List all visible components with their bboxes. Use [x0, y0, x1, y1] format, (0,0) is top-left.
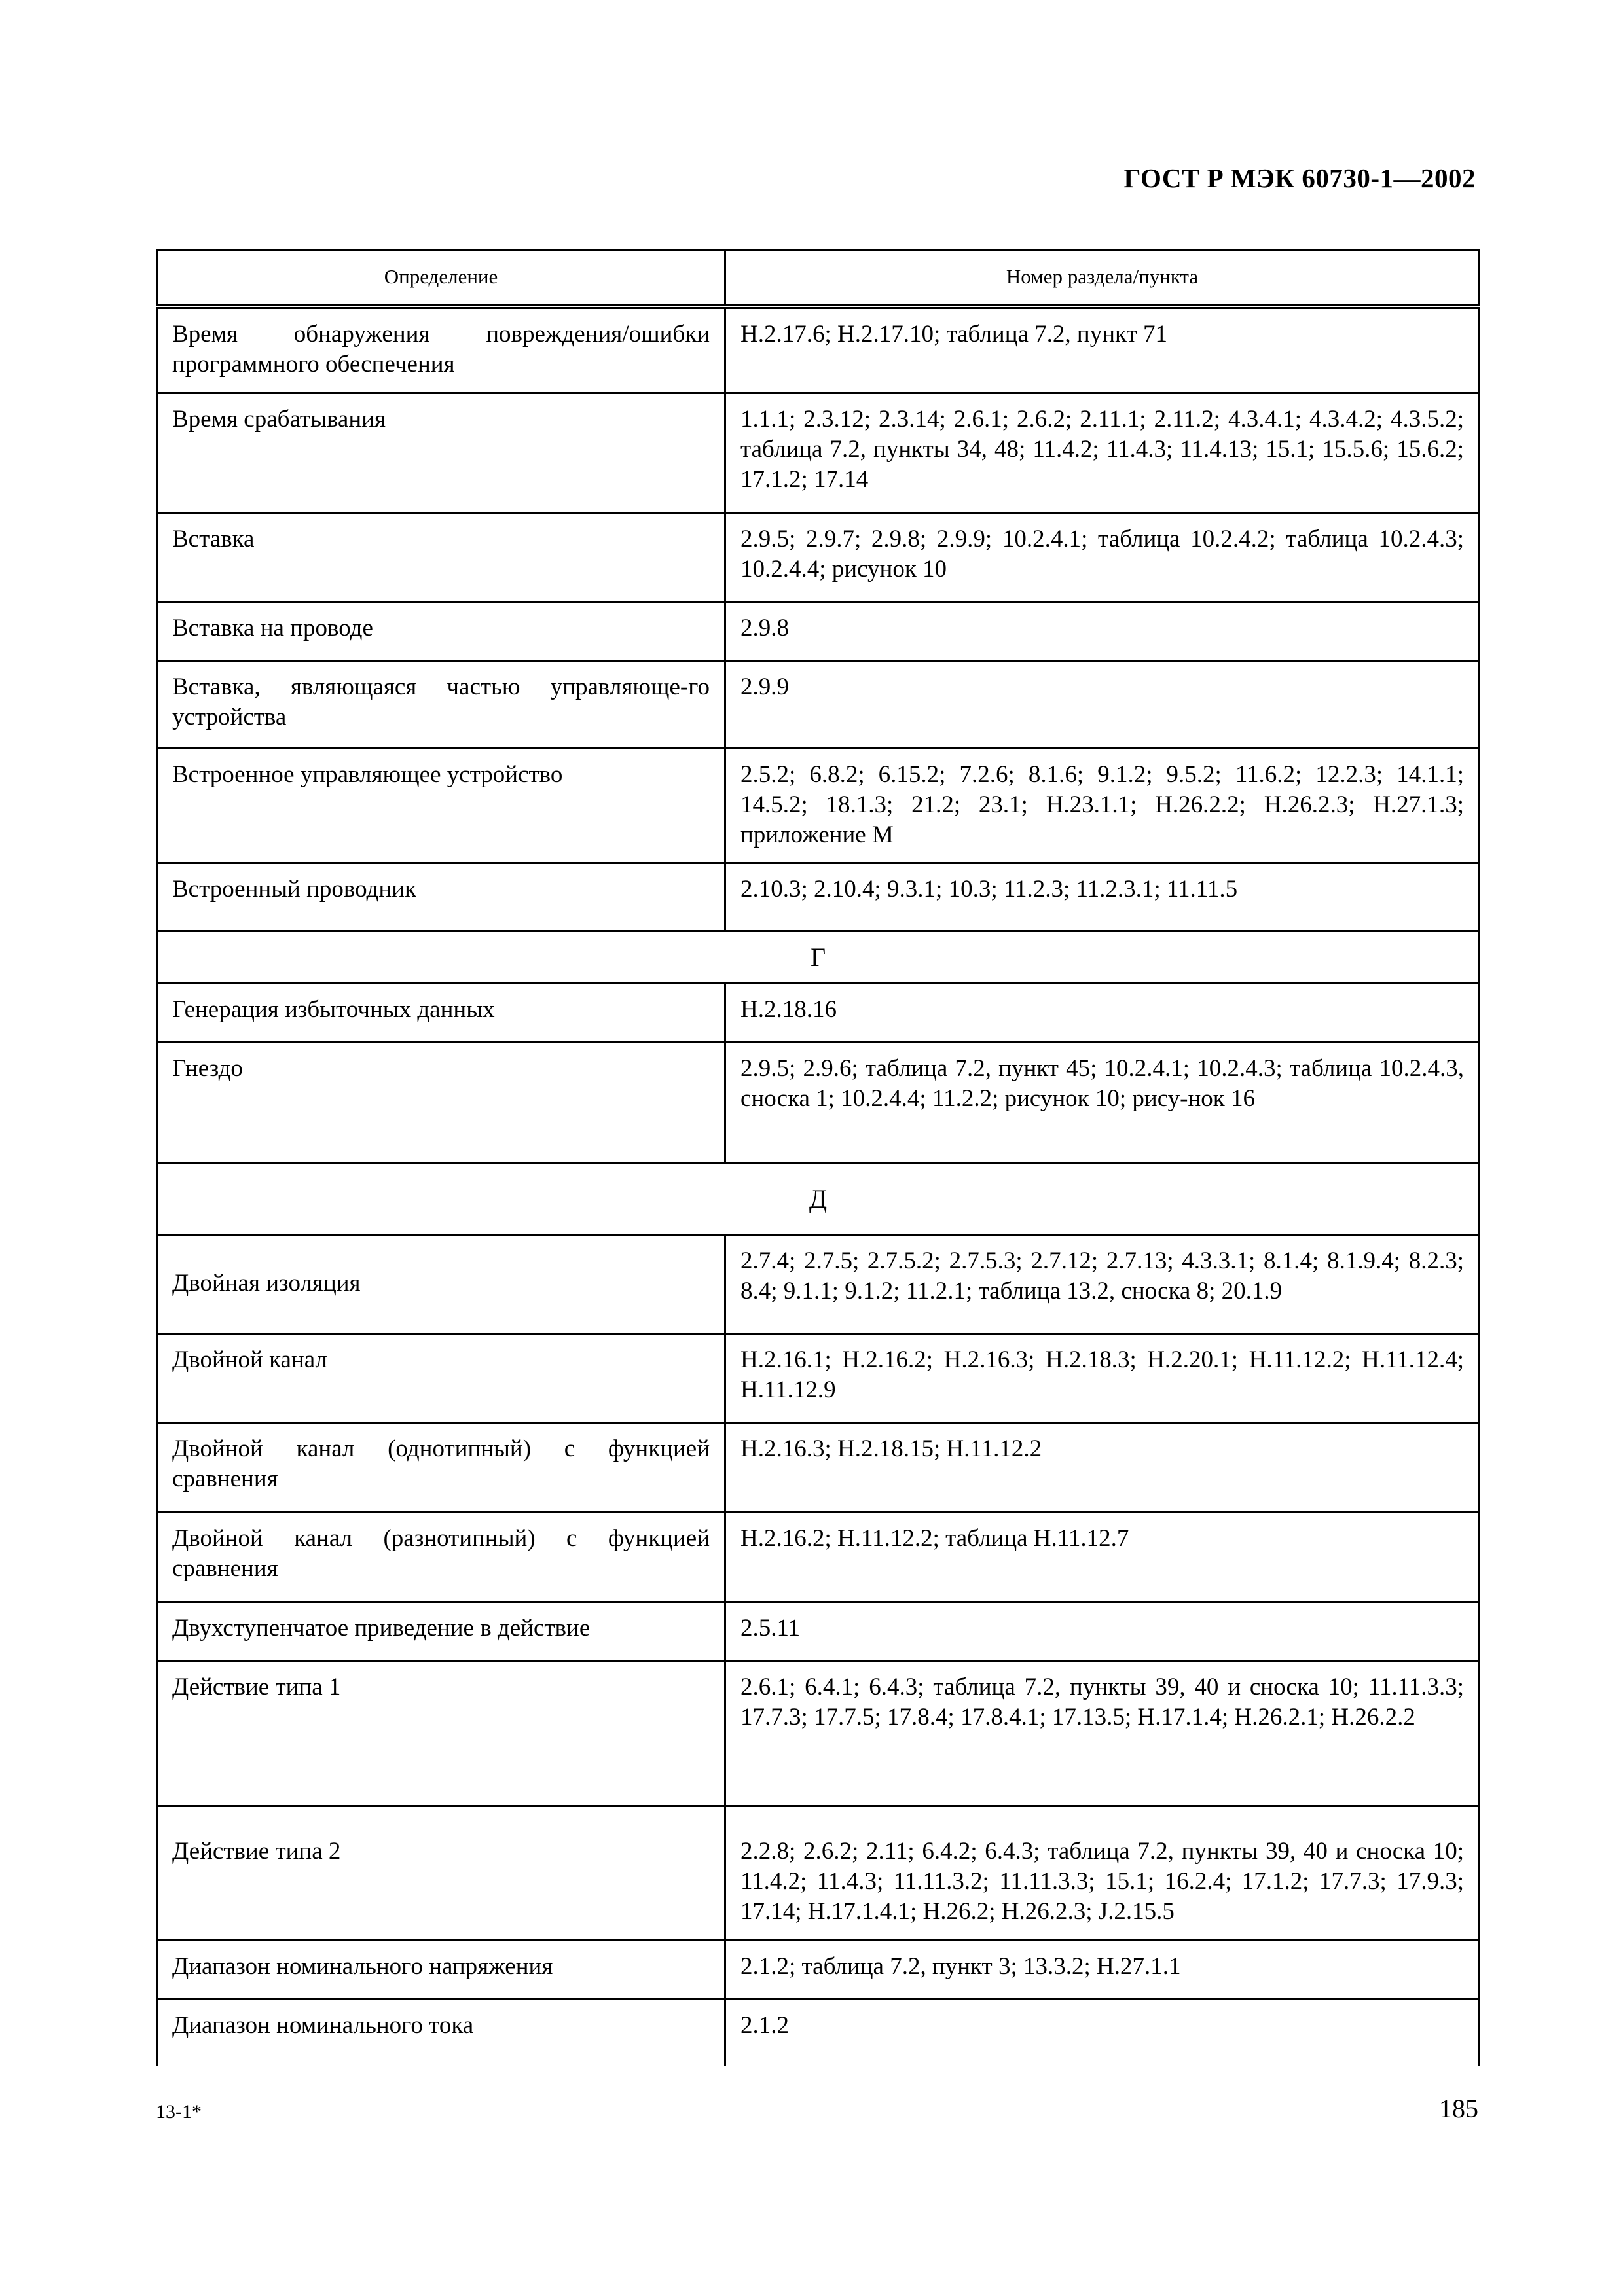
refs-cell: 2.9.9 — [725, 661, 1480, 749]
term-cell: Диапазон номинального напряжения — [157, 1941, 725, 2000]
page-number: 185 — [1439, 2094, 1478, 2123]
refs-cell: 2.2.8; 2.6.2; 2.11; 6.4.2; 6.4.3; таблица 7.2, пункты 39, 40 и сноска 10; 11.4.2; 11.4.3; 11.11.3.2; 11.11.3.3; 15.1; 16.2.4; 17.1.2; 17.7.3; 17.9.3; 17.14; Н.17.1.4.1; Н.26.2; Н.26.2.3; J.2.15.5 — [725, 1806, 1480, 1941]
table-row — [157, 1334, 1480, 1423]
term-cell: Время срабатывания — [157, 393, 725, 513]
table-row — [157, 984, 1480, 1043]
table-row — [157, 749, 1480, 863]
refs-cell: Н.2.16.1; Н.2.16.2; Н.2.16.3; Н.2.18.3; Н.2.20.1; Н.11.12.2; Н.11.12.4; Н.11.12.9 — [725, 1334, 1480, 1423]
refs-cell: Н.2.18.16 — [725, 984, 1480, 1043]
term-cell: Встроенное управляющее устройство — [157, 749, 725, 863]
term-cell: Двухступенчатое приведение в действие — [157, 1602, 725, 1661]
refs-cell: 2.5.2; 6.8.2; 6.15.2; 7.2.6; 8.1.6; 9.1.2; 9.5.2; 11.6.2; 12.2.3; 14.1.1; 14.5.2; 18.1.3; 21.2; 23.1; Н.23.1.1; Н.26.2.2; Н.26.2.3; Н.27.1.3; приложение М — [725, 749, 1480, 863]
refs-cell: 1.1.1; 2.3.12; 2.3.14; 2.6.1; 2.6.2; 2.11.1; 2.11.2; 4.3.4.1; 4.3.4.2; 4.3.5.2; таблица 7.2, пункты 34, 48; 11.4.2; 11.4.3; 11.4.13; 15.1; 15.5.6; 15.6.2; 17.1.2; 17.14 — [725, 393, 1480, 513]
term-cell: Вставка — [157, 513, 725, 602]
term-cell: Двойная изоляция — [157, 1235, 725, 1334]
table-row — [157, 1602, 1480, 1661]
table-row — [157, 602, 1480, 661]
term-cell: Двойной канал (однотипный) с функцией сравнения — [157, 1423, 725, 1513]
refs-cell: 2.9.5; 2.9.6; таблица 7.2, пункт 45; 10.2.4.1; 10.2.4.3; таблица 10.2.4.3, сноска 1; 10.2.4.4; 11.2.2; рисунок 10; рису-нок 16 — [725, 1043, 1480, 1163]
table-row — [157, 1661, 1480, 1806]
term-cell: Действие типа 1 — [157, 1661, 725, 1806]
table-row — [157, 1806, 1480, 1941]
table-row — [157, 513, 1480, 602]
table-row — [157, 393, 1480, 513]
table-row — [157, 306, 1480, 393]
table-row — [157, 661, 1480, 749]
term-cell: Гнездо — [157, 1043, 725, 1163]
table-row — [157, 1423, 1480, 1513]
refs-cell: 2.1.2; таблица 7.2, пункт 3; 13.3.2; Н.27.1.1 — [725, 1941, 1480, 2000]
refs-cell: 2.7.4; 2.7.5; 2.7.5.2; 2.7.5.3; 2.7.12; 2.7.13; 4.3.3.1; 8.1.4; 8.1.9.4; 8.2.3; 8.4; 9.1.1; 9.1.2; 11.2.1; таблица 13.2, сноска 8; 20.1.9 — [725, 1235, 1480, 1334]
refs-cell: Н.2.16.2; Н.11.12.2; таблица Н.11.12.7 — [725, 1513, 1480, 1602]
document-title: ГОСТ Р МЭК 60730-1—2002 — [1123, 163, 1476, 193]
index-table — [156, 249, 1480, 2066]
term-cell: Вставка, являющаяся частью управляюще-го устройства — [157, 661, 725, 749]
table-row — [157, 1043, 1480, 1163]
term-cell: Двойной канал — [157, 1334, 725, 1423]
section-letter: Г — [157, 931, 1480, 984]
term-cell: Генерация избыточных данных — [157, 984, 725, 1043]
refs-cell: 2.1.2 — [725, 2000, 1480, 2066]
refs-cell: Н.2.17.6; Н.2.17.10; таблица 7.2, пункт 71 — [725, 306, 1480, 393]
term-cell: Действие типа 2 — [157, 1806, 725, 1941]
refs-cell: 2.9.5; 2.9.7; 2.9.8; 2.9.9; 10.2.4.1; таблица 10.2.4.2; таблица 10.2.4.3; 10.2.4.4; рисунок 10 — [725, 513, 1480, 602]
column-header-section: Номер раздела/пункта — [725, 250, 1480, 306]
table-row — [157, 2000, 1480, 2066]
column-header-definition: Определение — [157, 250, 725, 306]
table-row — [157, 1235, 1480, 1334]
letter-section-row — [157, 1163, 1480, 1235]
refs-cell: 2.9.8 — [725, 602, 1480, 661]
term-cell: Время обнаружения повреждения/ошибки программного обеспечения — [157, 306, 725, 393]
refs-cell: 2.6.1; 6.4.1; 6.4.3; таблица 7.2, пункты 39, 40 и сноска 10; 11.11.3.3; 17.7.3; 17.7.5; 17.8.4; 17.8.4.1; 17.13.5; Н.17.1.4; Н.26.2.1; Н.26.2.2 — [725, 1661, 1480, 1806]
table-row — [157, 1941, 1480, 2000]
refs-cell: 2.5.11 — [725, 1602, 1480, 1661]
sheet-mark: 13-1* — [156, 2101, 202, 2123]
term-cell: Двойной канал (разнотипный) с функцией сравнения — [157, 1513, 725, 1602]
refs-cell: 2.10.3; 2.10.4; 9.3.1; 10.3; 11.2.3; 11.2.3.1; 11.11.5 — [725, 863, 1480, 931]
refs-cell: Н.2.16.3; Н.2.18.15; Н.11.12.2 — [725, 1423, 1480, 1513]
table-row — [157, 863, 1480, 931]
term-cell: Диапазон номинального тока — [157, 2000, 725, 2066]
term-cell: Вставка на проводе — [157, 602, 725, 661]
section-letter: Д — [157, 1163, 1480, 1235]
term-cell: Встроенный проводник — [157, 863, 725, 931]
table-row — [157, 1513, 1480, 1602]
letter-section-row — [157, 931, 1480, 984]
table-header-row — [157, 250, 1480, 306]
